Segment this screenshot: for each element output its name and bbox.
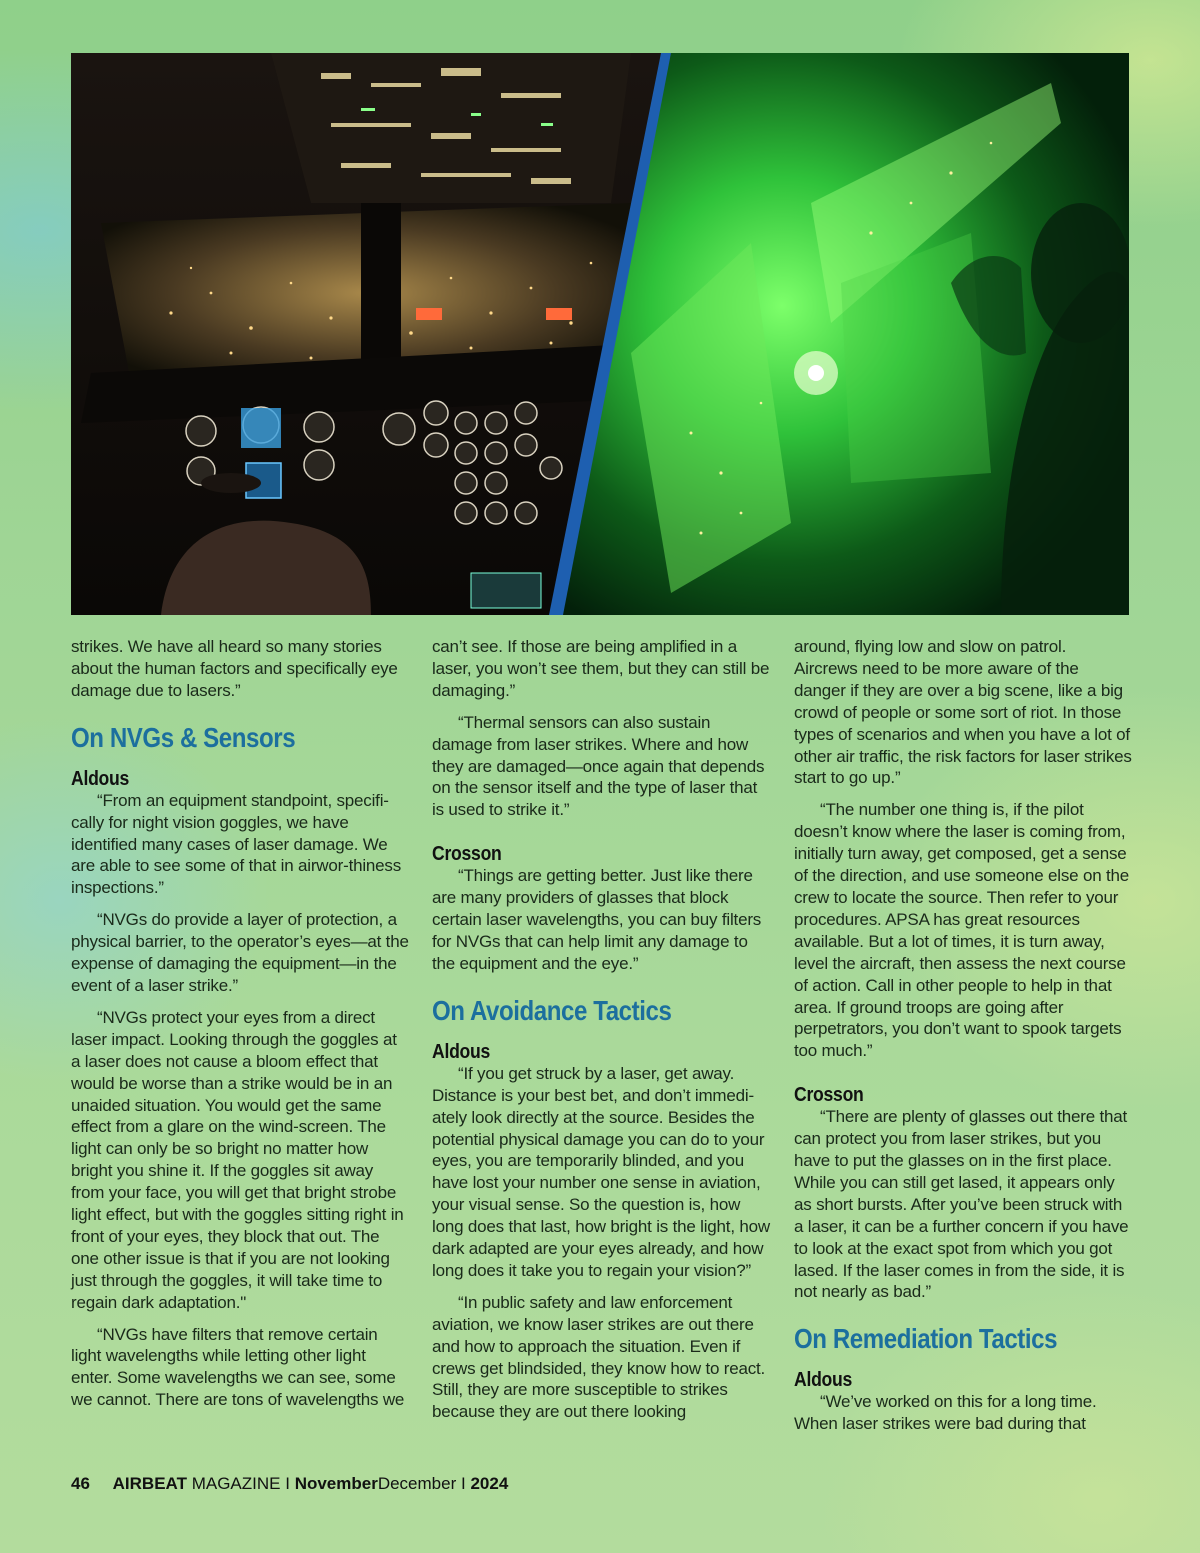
footer-brand: AIRBEAT (112, 1474, 187, 1493)
paragraph: “We’ve worked on this for a long time. When laser strikes were bad during that (794, 1392, 1097, 1434)
paragraph: “NVGs have filters that remove certain light wavelengths while letting other light enter. Some wavelengths we can see, some we cannot. There are tons of wavelengths we (71, 1324, 405, 1410)
footer-month-2: December (377, 1474, 457, 1493)
paragraph: “Things are getting better. Just like there are many providers of glasses that block certain laser wavelengths, you can buy filters for NVGs that can help limit any damage to the equipment and the eye.” (432, 866, 762, 973)
hero-photo-collage (71, 53, 1129, 615)
speaker-name: Crosson (794, 1084, 864, 1107)
paragraph: “From an equipment standpoint, specifi-cally for night vision goggles, we have identified many cases of laser damage. We are able to see some of that in airwor-thiness inspections.” (71, 790, 402, 898)
footer-separator: I (460, 1474, 466, 1493)
column-2 (432, 636, 770, 1433)
section-heading: On Avoidance Tactics (432, 994, 672, 1026)
paragraph: “NVGs do provide a layer of protection, a physical barrier, to the operator’s eyes—at the expense of damaging the equipment—in the event of a laser strike.” (71, 910, 409, 995)
paragraph: “NVGs protect your eyes from a direct laser impact. Looking through the goggles at a laser does not cause a bloom effect that would be worse than a strike would be in an unaided situation. You would get the same effect from a glare on the wind-screen. The light can only be so bright no matter how bright you shine it. If the goggles sit away from your face, you will get that bright strobe light effect, but with the goggles sitting right in front of your eyes, they block that out. The one other issue is that if you are not looking just through the goggles, it will take time to regain dark adaptation." (71, 1007, 404, 1312)
footer-month-1: November (294, 1474, 378, 1493)
speaker-name: Crosson (432, 843, 502, 866)
speaker-name: Aldous (794, 1369, 853, 1392)
hero-illustration (71, 53, 1129, 615)
paragraph: around, flying low and slow on patrol. Aircrews need to be more aware of the danger if they are over a big scene, like a big crowd of people or some sort of riot. In those types of scenarios and when you have a lot of other air traffic, the risk factors for laser strikes start to go up.” (794, 637, 1132, 788)
paragraph: can’t see. If those are being amplified in a laser, you won’t see them, but they can still be damaging.” (432, 637, 770, 700)
footer-separator: I (285, 1474, 290, 1493)
paragraph: strikes. We have all heard so many stories about the human factors and specifically eye damage due to lasers.” (71, 637, 398, 700)
page-number: 46 (71, 1474, 90, 1493)
paragraph: “There are plenty of glasses out there that can protect you from laser strikes, but you have to put the glasses on in the first place. While you can still get lased, it appears only as short bursts. After you’ve been struck with a laser, it can be a further concern if you have to look at the exact spot from which you got lased. If the laser comes in from the side, it is not nearly as bad.” (794, 1107, 1129, 1302)
section-heading: On NVGs & Sensors (71, 721, 296, 753)
footer-year: 2024 (470, 1474, 509, 1493)
page-footer (71, 1474, 508, 1494)
speaker-name: Aldous (71, 767, 130, 790)
section-heading: On Remediation Tactics (794, 1323, 1058, 1355)
speaker-name: Aldous (432, 1040, 491, 1063)
paragraph: “Thermal sensors can also sustain damage from laser strikes. Where and how they are damaged—once again that depends on the sensor itself and the type of laser that is used to strike it.” (432, 712, 765, 820)
column-1 (71, 636, 409, 1421)
column-3 (794, 636, 1132, 1445)
paragraph: “In public safety and law enforcement aviation, we know laser strikes are out there and how to approach the situation. Even if crews get blindsided, they know how to react. Still, they are more susceptible to strikes because they are out there looking (432, 1292, 766, 1422)
paragraph: “If you get struck by a laser, get away. Distance is your best bet, and don’t immedi-ately look directly at the source. Besides the potential physical damage you can do to your eyes, you are temporarily blinded, and you have lost your number one sense in aviation, your visual sense. So the question is, how long does that last, how bright is the light, how dark adapted are your eyes already, and how long does it take you to regain your vision?” (432, 1063, 770, 1280)
paragraph: “The number one thing is, if the pilot doesn’t know where the laser is coming from, initially turn away, get composed, get a sense of the direction, and use someone else on the crew to locate the source. Then refer to your procedures. APSA has great resources available. But a lot of times, it is turn away, level the aircraft, then assess the next course of action. Call in other people to help in that area. If ground troops are going after perpetrators, you don’t want to spook targets too much.” (794, 800, 1130, 1061)
footer-magazine: MAGAZINE (191, 1474, 281, 1493)
